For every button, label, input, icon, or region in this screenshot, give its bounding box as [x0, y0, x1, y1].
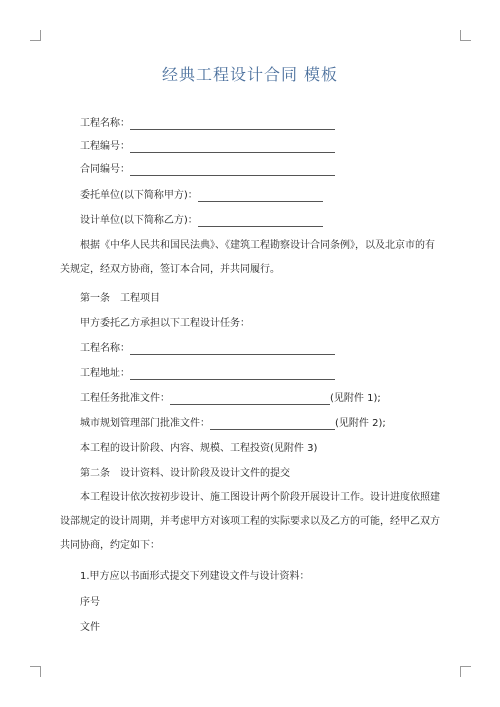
field-label: 委托单位(以下简称甲方)： — [80, 190, 198, 201]
field-label: 城市规划管理部门批准文件： — [80, 418, 210, 429]
field-designer — [80, 215, 323, 227]
fill-blank[interactable] — [210, 419, 335, 430]
crop-mark-top-left — [30, 30, 41, 41]
fill-blank[interactable] — [198, 216, 323, 227]
fill-blank[interactable] — [198, 191, 323, 202]
field-label: 工程编号： — [80, 141, 130, 152]
fill-blank[interactable] — [130, 165, 335, 176]
column-seq: 序号 — [80, 597, 100, 608]
field-project-number — [80, 141, 335, 153]
article2-heading: 第二条 设计资料、设计阶段及设计文件的提交 — [80, 468, 290, 479]
fill-blank[interactable] — [130, 119, 335, 130]
field-project-name — [80, 118, 335, 130]
article2-item1: 1.甲方应以书面形式提交下列建设文件与设计资料： — [80, 571, 310, 582]
article1-scope: 本工程的设计阶段、内容、规模、工程投资(见附件 3) — [80, 443, 318, 454]
fill-blank[interactable] — [130, 344, 335, 355]
field-a1-project-name — [80, 343, 335, 355]
field-label: 设计单位(以下简称乙方)： — [80, 215, 198, 226]
field-approval-doc — [80, 393, 381, 405]
crop-mark-bottom-left — [30, 666, 41, 677]
article2-body: 本工程设计依次按初步设计、施工图设计两个阶段开展设计工作。设计进度依照建设部规定的设计周期，并考虑甲方对该项工程的实际要求以及乙方的可能，经甲乙双方共同协商，约定如下： — [60, 492, 440, 551]
field-label: 合同编号： — [80, 164, 130, 175]
field-a1-project-address — [80, 368, 335, 380]
field-label: 工程地址： — [80, 368, 130, 379]
fill-blank[interactable] — [170, 394, 330, 405]
attachment-note: (见附件 2); — [335, 418, 386, 429]
fill-blank[interactable] — [130, 369, 335, 380]
intro-paragraph: 根据《中华人民共和国民法典》、《建筑工程勘察设计合同条例》，以及北京市的有关规定，经双方协商，签订本合同，并共同履行。 — [60, 240, 435, 275]
field-label: 工程名称： — [80, 343, 130, 354]
field-client — [80, 190, 323, 202]
attachment-note: (见附件 1); — [330, 393, 381, 404]
column-file: 文件 — [80, 622, 100, 633]
crop-mark-top-right — [460, 30, 471, 41]
fill-blank[interactable] — [130, 142, 335, 153]
field-planning-doc — [80, 418, 386, 430]
field-label: 工程任务批准文件： — [80, 393, 170, 404]
article1-heading: 第一条 工程项目 — [80, 293, 160, 304]
crop-mark-bottom-right — [460, 666, 471, 677]
document-title: 经典工程设计合同 模板 — [161, 65, 339, 84]
field-label: 工程名称： — [80, 118, 130, 129]
article1-lead: 甲方委托乙方承担以下工程设计任务： — [80, 318, 250, 329]
field-contract-number — [80, 164, 335, 176]
